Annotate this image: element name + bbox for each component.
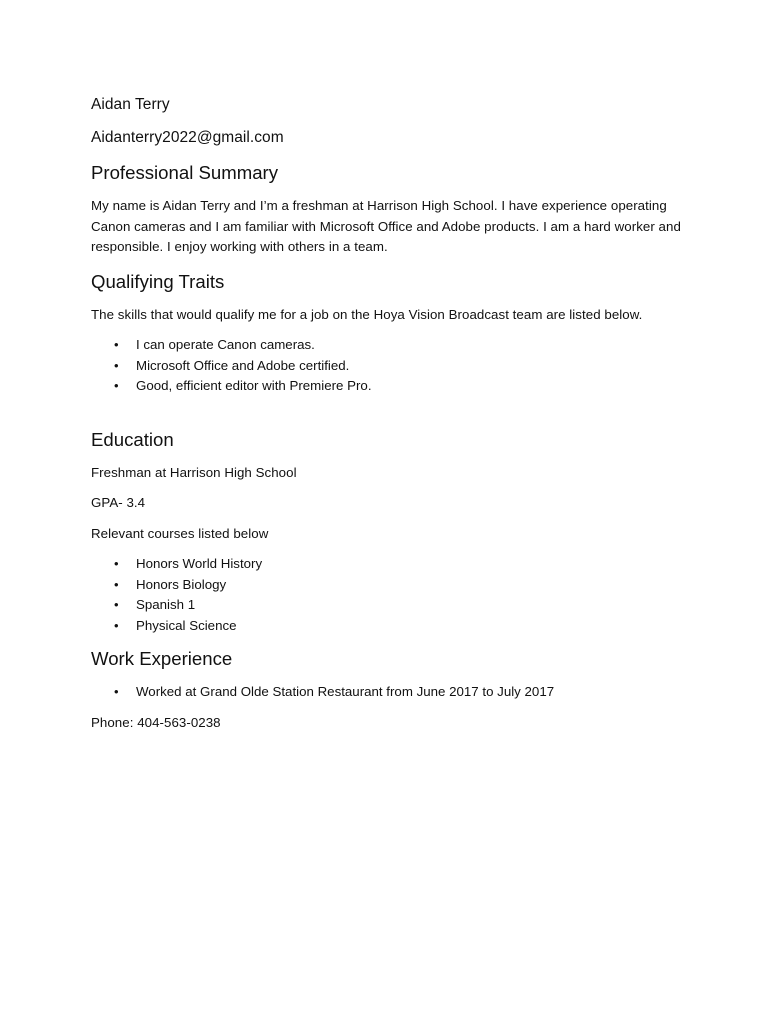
resume-content [91,95,681,733]
list-item: • Worked at Grand Olde Station Restaurant from June 2017 to July 2017 [91,682,681,703]
bullet-icon: • [114,684,119,699]
applicant-email: Aidanterry2022@gmail.com [91,129,284,146]
education-school: Freshman at Harrison High School [91,464,297,480]
work-list [91,682,681,703]
phone-number: Phone: 404-563-0238 [91,714,221,730]
applicant-name: Aidan Terry [91,96,170,113]
traits-heading: Qualifying Traits [91,270,225,292]
summary-heading: Professional Summary [91,162,279,183]
list-item: • Physical Science [91,616,681,637]
list-item: • Honors World History [91,554,681,575]
traits-intro: The skills that would qualify me for a job on the Hoya Vision Broadcast team are listed below. [91,306,643,322]
education-gpa: GPA- 3.4 [91,495,146,510]
traits-list [91,335,681,397]
bullet-icon: • [114,337,119,352]
bullet-icon: • [114,357,119,373]
list-item: • Microsoft Office and Adobe certified. [91,356,681,377]
list-item: • Good, efficient editor with Premiere Pro. [91,376,681,397]
bullet-icon: • [114,617,119,633]
courses-intro: Relevant courses listed below [91,525,269,541]
list-item: • I can operate Canon cameras. [91,335,681,356]
work-heading: Work Experience [91,648,233,669]
bullet-icon: • [114,378,119,393]
bullet-icon: • [114,597,119,612]
summary-text: My name is Aidan Terry and I’m a freshman at Harrison High School. I have experience operating Canon cameras and I am familiar with Microsoft Office and Adobe products. I am a hard worker and responsible. I enjoy working with others in a team. [91,198,681,254]
list-item: • Spanish 1 [91,595,681,616]
bullet-icon: • [114,576,119,592]
list-item: • Honors Biology [91,575,681,596]
courses-list [91,554,681,636]
education-heading: Education [91,428,174,450]
bullet-icon: • [114,556,119,571]
